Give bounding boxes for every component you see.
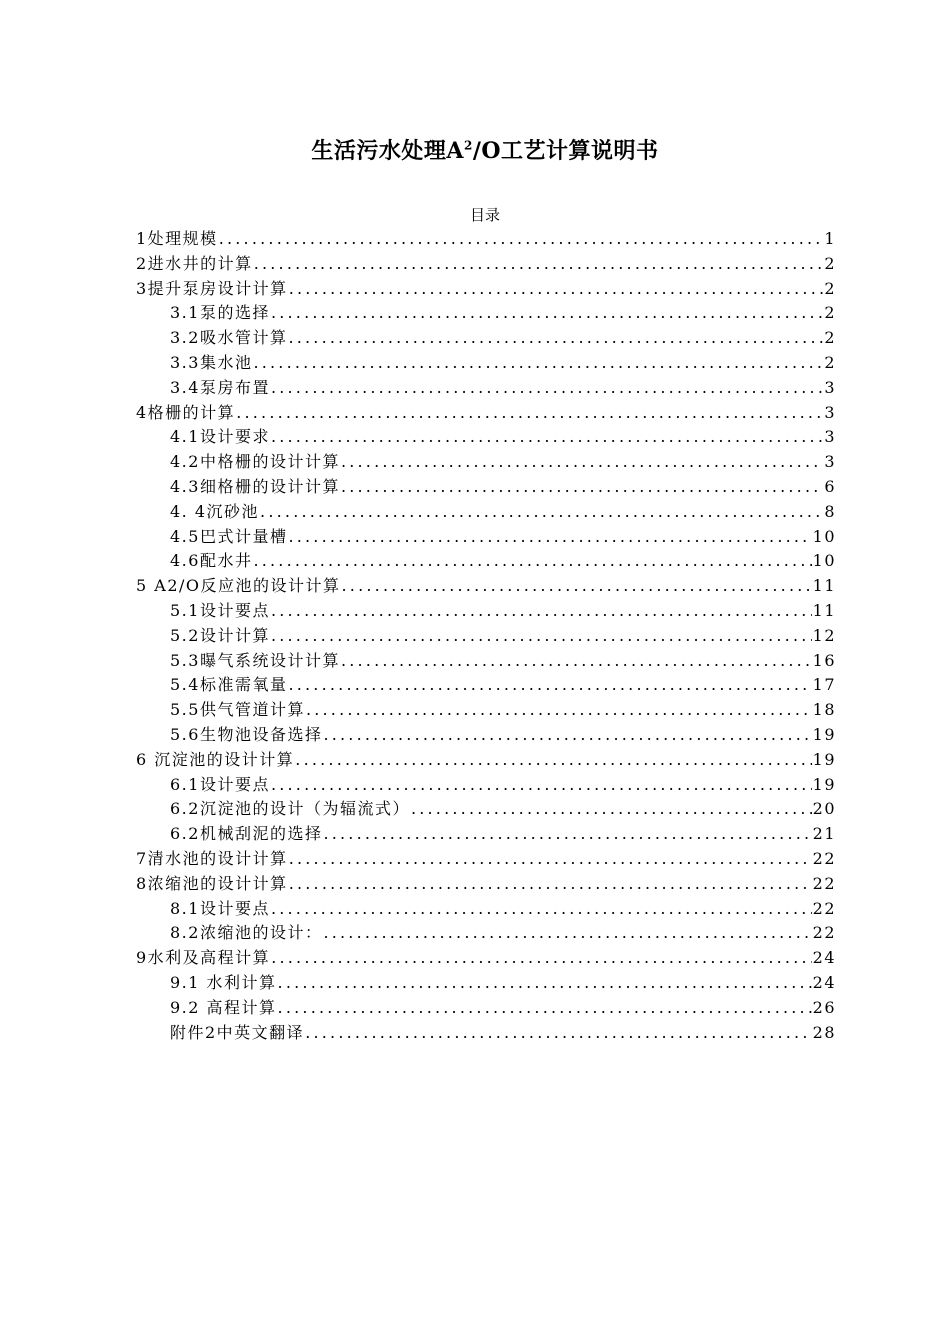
toc-entry-label: 3.2吸水管计算 bbox=[170, 328, 288, 348]
toc-entry[interactable] bbox=[136, 375, 836, 400]
toc-entry-page-number: 22 bbox=[812, 873, 836, 893]
toc-entry[interactable] bbox=[136, 672, 836, 697]
toc-heading: 目录 bbox=[469, 206, 500, 224]
toc-dot-leader bbox=[278, 973, 812, 992]
toc-entry-label: 5.6生物池设备选择 bbox=[170, 724, 323, 744]
toc-dot-leader bbox=[323, 725, 811, 744]
toc-entry[interactable] bbox=[136, 896, 836, 921]
toc-entry-label: 3提升泵房设计计算 bbox=[136, 278, 288, 298]
toc-entry[interactable] bbox=[136, 846, 836, 871]
toc-entry[interactable] bbox=[136, 524, 836, 549]
toc-entry-label: 3.3集水池 bbox=[170, 352, 253, 372]
toc-entry-page-number: 19 bbox=[812, 749, 836, 769]
toc-entry-page-number: 24 bbox=[812, 948, 836, 968]
toc-dot-leader bbox=[271, 948, 811, 967]
toc-dot-leader bbox=[289, 874, 812, 893]
toc-entry-label: 5.5供气管道计算 bbox=[170, 700, 305, 720]
toc-dot-leader bbox=[305, 1023, 811, 1042]
toc-entry-page-number: 24 bbox=[812, 972, 836, 992]
toc-dot-leader bbox=[271, 899, 812, 918]
toc-dot-leader bbox=[271, 303, 823, 322]
toc-entry-page-number: 26 bbox=[812, 997, 836, 1017]
title-main-text: 生活污水处理A bbox=[311, 138, 464, 164]
toc-entry-page-number: 17 bbox=[812, 675, 836, 695]
toc-dot-leader bbox=[341, 477, 823, 496]
toc-entry[interactable] bbox=[136, 697, 836, 722]
toc-entry[interactable] bbox=[136, 1020, 836, 1045]
toc-entry[interactable] bbox=[136, 722, 836, 747]
toc-entry[interactable] bbox=[136, 623, 836, 648]
toc-entry-page-number: 2 bbox=[824, 253, 836, 273]
toc-entry[interactable] bbox=[136, 548, 836, 573]
toc-entry-label: 9水利及高程计算 bbox=[136, 948, 271, 968]
title-superscript: 2 bbox=[464, 138, 473, 153]
toc-dot-leader bbox=[295, 750, 811, 769]
toc-entry[interactable] bbox=[136, 945, 836, 970]
toc-entry-label: 4.2中格栅的设计计算 bbox=[170, 452, 340, 472]
toc-entry[interactable] bbox=[136, 400, 836, 425]
toc-dot-leader bbox=[278, 998, 812, 1017]
toc-entry-page-number: 10 bbox=[812, 526, 836, 546]
toc-entry-label: 2进水井的计算 bbox=[136, 253, 253, 273]
toc-entry-label: 6.2机械刮泥的选择 bbox=[170, 824, 323, 844]
toc-entry[interactable] bbox=[136, 920, 836, 945]
toc-entry[interactable] bbox=[136, 226, 836, 251]
toc-entry-label: 8.1设计要点 bbox=[170, 898, 270, 918]
toc-entry[interactable] bbox=[136, 821, 836, 846]
toc-dot-leader bbox=[254, 254, 824, 273]
document-title bbox=[0, 134, 950, 165]
toc-dot-leader bbox=[271, 378, 823, 397]
toc-entry-label: 5.2设计计算 bbox=[170, 625, 270, 645]
toc-entry-label: 1处理规模 bbox=[136, 229, 218, 248]
toc-dot-leader bbox=[323, 824, 811, 843]
toc-entry[interactable] bbox=[136, 796, 836, 821]
toc-entry-page-number: 16 bbox=[812, 650, 836, 670]
toc-entry-label: 5.3曝气系统设计计算 bbox=[170, 650, 340, 670]
toc-entry[interactable] bbox=[136, 300, 836, 325]
toc-entry[interactable] bbox=[136, 648, 836, 673]
toc-dot-leader bbox=[288, 328, 823, 347]
toc-entry-page-number: 11 bbox=[812, 600, 836, 620]
toc-entry-page-number: 2 bbox=[824, 352, 836, 372]
toc-entry-label: 6 沉淀池的设计计算 bbox=[136, 749, 295, 769]
toc-dot-leader bbox=[341, 452, 823, 471]
toc-entry-label: 4.6配水井 bbox=[170, 551, 253, 571]
toc-entry[interactable] bbox=[136, 449, 836, 474]
toc-entry[interactable] bbox=[136, 350, 836, 375]
title-rest-text: /O工艺计算说明书 bbox=[472, 138, 659, 164]
toc-dot-leader bbox=[260, 502, 823, 521]
toc-dot-leader bbox=[411, 799, 812, 818]
toc-entry[interactable] bbox=[136, 474, 836, 499]
toc-entry-label: 8浓缩池的设计计算 bbox=[136, 873, 288, 893]
toc-entry[interactable] bbox=[136, 747, 836, 772]
toc-dot-leader bbox=[341, 651, 812, 670]
toc-entry-label: 3.4泵房布置 bbox=[170, 377, 270, 397]
toc-entry-label: 6.2沉淀池的设计（为辐流式） bbox=[170, 799, 410, 819]
toc-entry-page-number: 3 bbox=[824, 452, 836, 472]
toc-dot-leader bbox=[323, 923, 811, 942]
toc-dot-leader bbox=[271, 775, 812, 794]
toc-entry-label: 4格栅的计算 bbox=[136, 402, 236, 422]
toc-dot-leader bbox=[219, 229, 824, 248]
toc-entry-page-number: 1 bbox=[824, 229, 836, 248]
toc-entry-page-number: 22 bbox=[812, 923, 836, 943]
toc-entry[interactable] bbox=[136, 325, 836, 350]
toc-entry-page-number: 12 bbox=[812, 625, 836, 645]
toc-entry-label: 3.1泵的选择 bbox=[170, 303, 270, 323]
toc-entry-page-number: 10 bbox=[812, 551, 836, 571]
toc-entry-page-number: 11 bbox=[812, 576, 836, 596]
toc-entry[interactable] bbox=[136, 251, 836, 276]
toc-entry-label: 4.5巴式计量槽 bbox=[170, 526, 288, 546]
toc-entry-page-number: 22 bbox=[812, 898, 836, 918]
toc-entry-page-number: 21 bbox=[812, 824, 836, 844]
toc-entry-label: 5 A2/O反应池的设计计算 bbox=[136, 576, 341, 596]
toc-entry-page-number: 28 bbox=[812, 1022, 836, 1042]
toc-entry[interactable] bbox=[136, 871, 836, 896]
toc-entry[interactable] bbox=[136, 995, 836, 1020]
toc-entry-label: 4.3细格栅的设计计算 bbox=[170, 476, 340, 496]
toc-entry-label: 5.1设计要点 bbox=[170, 600, 270, 620]
toc-entry[interactable] bbox=[136, 276, 836, 301]
toc-dot-leader bbox=[236, 403, 823, 422]
toc-entry[interactable] bbox=[136, 772, 836, 797]
toc-dot-leader bbox=[289, 279, 824, 298]
toc-entry-page-number: 20 bbox=[812, 799, 836, 819]
table-of-contents bbox=[136, 226, 836, 1044]
toc-dot-leader bbox=[288, 675, 811, 694]
toc-entry-label: 附件2中英文翻译 bbox=[170, 1022, 305, 1042]
toc-entry-page-number: 19 bbox=[812, 774, 836, 794]
toc-entry-label: 4.1设计要求 bbox=[170, 427, 270, 447]
toc-entry-label: 5.4标准需氧量 bbox=[170, 675, 288, 695]
toc-entry-page-number: 8 bbox=[824, 501, 836, 521]
toc-entry-label: 8.2浓缩池的设计： bbox=[170, 923, 323, 943]
toc-dot-leader bbox=[271, 601, 812, 620]
toc-entry-page-number: 19 bbox=[812, 724, 836, 744]
toc-dot-leader bbox=[288, 527, 811, 546]
toc-entry-label: 6.1设计要点 bbox=[170, 774, 270, 794]
toc-entry-page-number: 2 bbox=[824, 278, 836, 298]
toc-entry-page-number: 22 bbox=[812, 848, 836, 868]
toc-entry-page-number: 3 bbox=[824, 377, 836, 397]
toc-dot-leader bbox=[306, 700, 812, 719]
toc-entry[interactable] bbox=[136, 573, 836, 598]
toc-entry[interactable] bbox=[136, 424, 836, 449]
toc-entry-label: 7清水池的设计计算 bbox=[136, 848, 288, 868]
toc-dot-leader bbox=[253, 353, 823, 372]
toc-dot-leader bbox=[271, 427, 823, 446]
toc-dot-leader bbox=[289, 849, 812, 868]
toc-entry-page-number: 6 bbox=[824, 476, 836, 496]
toc-entry-page-number: 18 bbox=[812, 700, 836, 720]
toc-entry-page-number: 2 bbox=[824, 303, 836, 323]
toc-entry-label: 9.1 水利计算 bbox=[170, 972, 277, 992]
toc-entry-label: 9.2 高程计算 bbox=[170, 997, 277, 1017]
toc-entry[interactable] bbox=[136, 970, 836, 995]
toc-entry[interactable] bbox=[136, 499, 836, 524]
toc-entry-page-number: 3 bbox=[824, 427, 836, 447]
toc-dot-leader bbox=[253, 551, 811, 570]
toc-entry-page-number: 3 bbox=[824, 402, 836, 422]
toc-dot-leader bbox=[342, 576, 812, 595]
toc-entry-page-number: 2 bbox=[824, 328, 836, 348]
toc-dot-leader bbox=[271, 626, 812, 645]
toc-entry-label: 4. 4沉砂池 bbox=[170, 501, 260, 521]
toc-entry[interactable] bbox=[136, 598, 836, 623]
